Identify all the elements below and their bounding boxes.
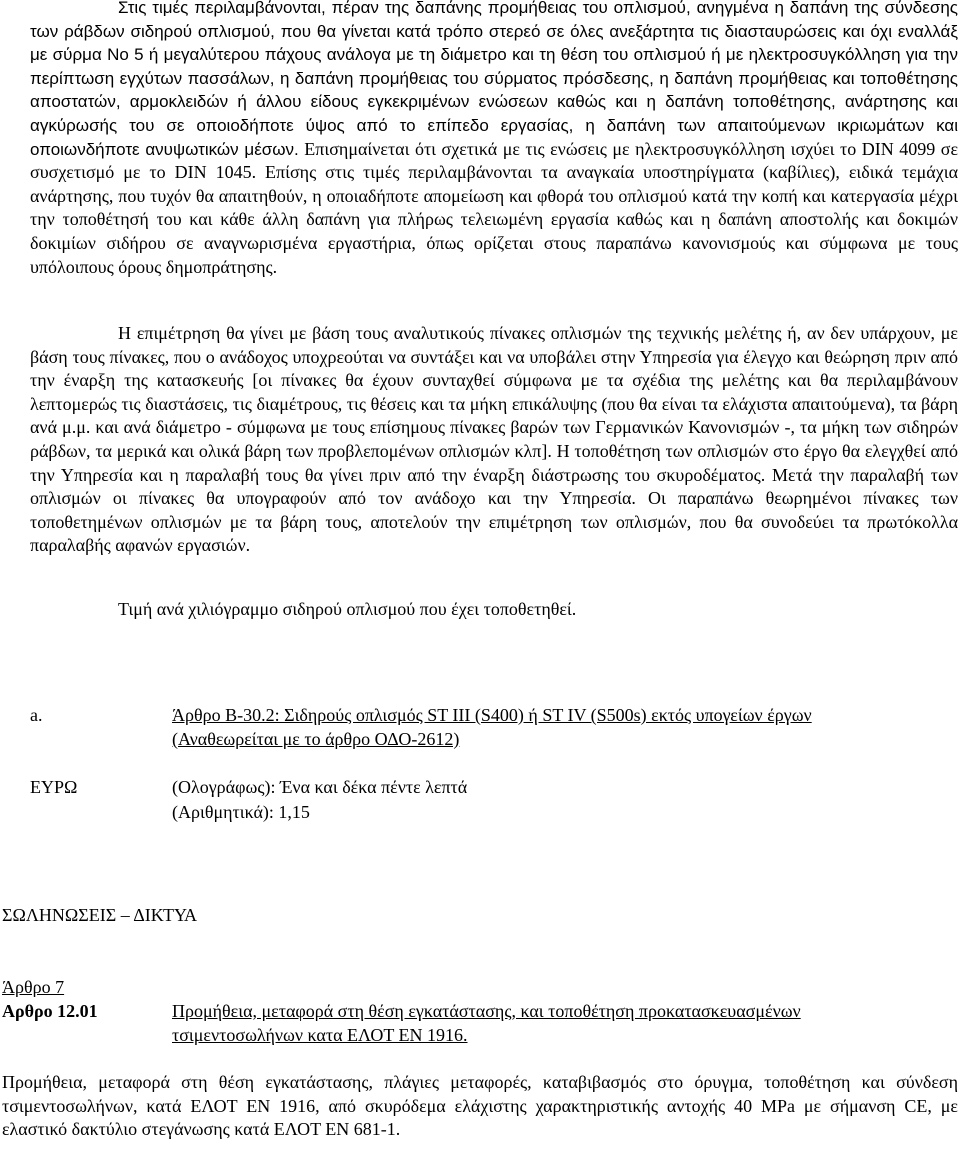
price-numeric: (Αριθμητικά): 1,15 xyxy=(172,802,310,822)
pricing-inclusions-text: Στις τιμές περιλαμβάνονται, πέραν της δαπάνης προμήθειας του οπλισμού, ανηγμένα η δαπάνη της σύνδεσης των ράβδων σιδηρού οπλισμού, που θα γίνεται κατά τρόπο στερεό σε όλες ανεξάρτητα τις διασταυρώσεις και όχι εναλλάξ με σύρμα Νο 5 ή μεγαλύτερου πάχους ανάλογα με τη διάμετρο και τη θέση του οπλισμού ή με ηλεκτροσυγκόλληση για την περίπτωση εγχύτων πασσάλων, η δαπάνη προμήθειας του σύρματος πρόσδεσης, η δαπάνη προμήθειας και τοποθέτησης αποστατών, αρμοκλειδών ή άλλου είδους εγκεκριμένων ενώσεων καθώς και η δαπάνη τοποθέτησης, ανάρτησης και αγκύρωσής του σε οποιοδήποτε ύψος από το επίπεδο εργασίας, η δαπάνη των απαιτούμενων ικριωμάτων και οποιωνδήποτε ανυψωτικών μέσων. xyxy=(30,0,958,159)
article-12-01-label: Αρθρο 12.01 xyxy=(2,1001,98,1021)
article-b30-2-title: Άρθρο Β-30.2: Σιδηρούς οπλισμός ST III (S400) ή ST IV (S500s) εκτός υπογείων έργων xyxy=(172,705,812,725)
article-7-heading: Άρθρο 7 xyxy=(2,977,65,997)
paragraph-measurement: Η επιμέτρηση θα γίνει με βάση τους αναλυτικούς πίνακες οπλισμών της τεχνικής μελέτης ή, αν δεν υπάρχουν, με βάση τους πίνακες, που ο ανάδοχος υποχρεούται να συντάξει και να υποβάλει στην Υπηρεσία για έλεγχο και θεώρηση πριν από την έναρξη της κατασκευής [οι πίνακες θα έχουν συνταχθεί σύμφωνα με τα σχέδια της μελέτης και θα περιλαμβάνουν λεπτομερώς τις διαστάσεις, τις διαμέτρους, τις θέσεις και τα μήκη επικάλυψης (που θα είναι τα ελάχιστα απαιτούμενα), τα βάρη ανά μ.μ. και ανά διάμετρο - σύμφωνα με τους επίσημους πίνακες βαρών των Γερμανικών Κανονισμών -, τα μήκη των σιδηρών ράβδων, τα μερικά και ολικά βάρη των προβλεπομένων οπλισμών κλπ]. Η τοποθέτηση των οπλισμών στο έργο θα ελεγχθεί από την Υπηρεσία και η παραλαβή τους θα γίνει πριν από την έναρξη διάστρωσης του σκυροδέματος. Μετά την παραλαβή των οπλισμών οι πίνακες θα υπογραφούν από τον ανάδοχο και την Υπηρεσία. Οι παραπάνω θεωρημένοι πίνακες των τοποθετημένων οπλισμών με τα βάρη τους, αποτελούν την επιμέτρηση των οπλισμών, που θα συνοδεύει τα πρωτόκολλα παραλαβής αφανών εργασιών. xyxy=(30,323,958,556)
article-12-01-title: Προμήθεια, μεταφορά στη θέση εγκατάστασης, και τοποθέτηση προκατασκευασμένων xyxy=(172,1001,801,1021)
paragraph-unit-price: Τιμή ανά χιλιόγραμμο σιδηρού οπλισμού που έχει τοποθετηθεί. xyxy=(118,599,577,619)
currency-label: ΕΥΡΩ xyxy=(30,777,78,797)
article-b30-2-revision: (Αναθεωρείται με το άρθρο ΟΔΟ-2612) xyxy=(172,729,460,749)
section-heading: ΣΩΛΗΝΩΣΕΙΣ – ΔΙΚΤΥΑ xyxy=(2,905,198,925)
item-marker: a. xyxy=(30,705,43,725)
pricing-inclusions-continuation: Επισημαίνεται ότι σχετικά με τις ενώσεις με ηλεκτροσυγκόλληση ισχύει το DIN 4099 σε συσχετισμό με το DIN 1045. Επίσης στις τιμές περιλαμβάνονται τα αναγκαία υποστηρίγματα (καβίλιες), ειδικά τεμάχια ανάρτησης, που τυχόν θα απαιτηθούν, η οποιαδήποτε απομείωση και φθορά του οπλισμού κατά την κοπή και κατεργασία μέχρι την τοποθέτησή του και κάθε άλλη δαπάνη για πλήρως τελειωμένη εργασία καθώς και η δαπάνη αποστολής και δοκιμών δοκιμίων σιδήρου σε αναγνωρισμένα εργαστήρια, όπως ορίζεται στους παραπάνω κανονισμούς και σύμφωνα με τους υπόλοιπους όρους δημοπράτησης. xyxy=(30,138,959,277)
article-12-01-title-cont: τσιμεντοσωλήνων κατα ΕΛΟΤ ΕΝ 1916. xyxy=(172,1025,468,1045)
paragraph-pipes-description: Προμήθεια, μεταφορά στη θέση εγκατάστασης, πλάγιες μεταφορές, καταβιβασμός στο όρυγμα, τοποθέτηση και σύνδεση τσιμεντοσωλήνων, κατά ΕΛΟΤ ΕΝ 1916, από σκυρόδεμα ελάχιστης χαρακτηριστικής αντοχής 40 MPa με σήμανση CE, με ελαστικό δακτύλιο στεγάνωσης κατά ΕΛΟΤ ΕΝ 681-1. xyxy=(2,1072,958,1140)
price-in-words: (Ολογράφως): Ένα και δέκα πέντε λεπτά xyxy=(172,777,468,797)
paragraph-pricing-inclusions xyxy=(30,0,958,279)
